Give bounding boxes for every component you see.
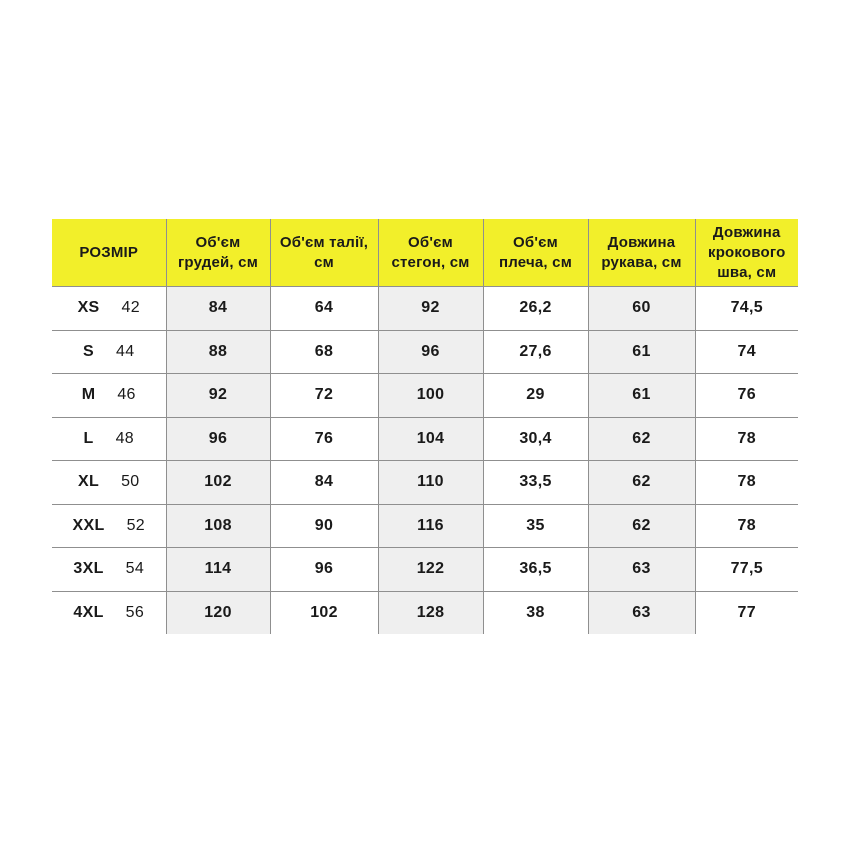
- size-number: 42: [121, 299, 140, 317]
- size-number: 48: [115, 429, 134, 447]
- cell-sleeve: 62: [588, 504, 695, 548]
- column-header-chest: Об'єм грудей, см: [166, 219, 270, 287]
- cell-shoulder: 38: [483, 591, 588, 634]
- cell-size: [52, 287, 166, 331]
- column-header-inseam: Довжина крокового шва, см: [695, 219, 798, 287]
- cell-hips: 122: [378, 548, 483, 592]
- cell-chest: 88: [166, 330, 270, 374]
- table-row-l: [52, 417, 798, 461]
- column-header-size: РОЗМІР: [52, 219, 166, 287]
- cell-sleeve: 61: [588, 374, 695, 418]
- cell-chest: 120: [166, 591, 270, 634]
- size-number: 50: [121, 473, 140, 491]
- cell-inseam: 78: [695, 461, 798, 505]
- cell-chest: 84: [166, 287, 270, 331]
- cell-size: [52, 461, 166, 505]
- cell-size: [52, 504, 166, 548]
- cell-inseam: 74: [695, 330, 798, 374]
- cell-waist: 90: [270, 504, 378, 548]
- cell-hips: 128: [378, 591, 483, 634]
- cell-chest: 108: [166, 504, 270, 548]
- table-row-xs: [52, 287, 798, 331]
- size-code: M: [81, 386, 96, 404]
- cell-hips: 100: [378, 374, 483, 418]
- size-code: 4XL: [73, 603, 104, 621]
- cell-shoulder: 27,6: [483, 330, 588, 374]
- size-number: 44: [116, 342, 135, 360]
- cell-shoulder: 30,4: [483, 417, 588, 461]
- cell-sleeve: 63: [588, 591, 695, 634]
- cell-sleeve: 62: [588, 417, 695, 461]
- cell-shoulder: 36,5: [483, 548, 588, 592]
- size-number: 52: [126, 516, 145, 534]
- cell-chest: 102: [166, 461, 270, 505]
- cell-waist: 72: [270, 374, 378, 418]
- cell-waist: 102: [270, 591, 378, 634]
- cell-hips: 92: [378, 287, 483, 331]
- cell-waist: 96: [270, 548, 378, 592]
- cell-sleeve: 60: [588, 287, 695, 331]
- size-code: XS: [77, 299, 100, 317]
- cell-chest: 92: [166, 374, 270, 418]
- cell-size: [52, 330, 166, 374]
- cell-shoulder: 26,2: [483, 287, 588, 331]
- column-header-hips: Об'єм стегон, см: [378, 219, 483, 287]
- cell-chest: 114: [166, 548, 270, 592]
- cell-inseam: 77,5: [695, 548, 798, 592]
- cell-size: [52, 548, 166, 592]
- size-code: S: [83, 342, 95, 360]
- size-code: XL: [78, 473, 100, 491]
- table-row-xxl: [52, 504, 798, 548]
- cell-sleeve: 61: [588, 330, 695, 374]
- cell-inseam: 76: [695, 374, 798, 418]
- size-number: 46: [117, 386, 136, 404]
- cell-shoulder: 35: [483, 504, 588, 548]
- table-row-3xl: [52, 548, 798, 592]
- cell-size: [52, 374, 166, 418]
- cell-waist: 68: [270, 330, 378, 374]
- table-row-s: [52, 330, 798, 374]
- cell-size: [52, 591, 166, 634]
- cell-chest: 96: [166, 417, 270, 461]
- cell-inseam: 77: [695, 591, 798, 634]
- header-row: [52, 219, 798, 287]
- column-header-waist: Об'єм талії, см: [270, 219, 378, 287]
- size-number: 56: [125, 603, 145, 621]
- size-chart-table: [52, 219, 798, 634]
- cell-inseam: 74,5: [695, 287, 798, 331]
- cell-sleeve: 62: [588, 461, 695, 505]
- cell-hips: 96: [378, 330, 483, 374]
- cell-inseam: 78: [695, 417, 798, 461]
- size-code: 3XL: [73, 560, 104, 578]
- cell-shoulder: 33,5: [483, 461, 588, 505]
- cell-size: [52, 417, 166, 461]
- cell-waist: 76: [270, 417, 378, 461]
- cell-hips: 110: [378, 461, 483, 505]
- column-header-shoulder: Об'єм плеча, см: [483, 219, 588, 287]
- cell-waist: 84: [270, 461, 378, 505]
- size-code: L: [83, 429, 94, 447]
- size-code: XXL: [72, 516, 105, 534]
- column-header-sleeve: Довжина рукава, см: [588, 219, 695, 287]
- cell-inseam: 78: [695, 504, 798, 548]
- cell-shoulder: 29: [483, 374, 588, 418]
- cell-hips: 116: [378, 504, 483, 548]
- table-row-4xl: [52, 591, 798, 634]
- size-number: 54: [125, 560, 145, 578]
- cell-waist: 64: [270, 287, 378, 331]
- table-row-m: [52, 374, 798, 418]
- cell-hips: 104: [378, 417, 483, 461]
- cell-sleeve: 63: [588, 548, 695, 592]
- table-row-xl: [52, 461, 798, 505]
